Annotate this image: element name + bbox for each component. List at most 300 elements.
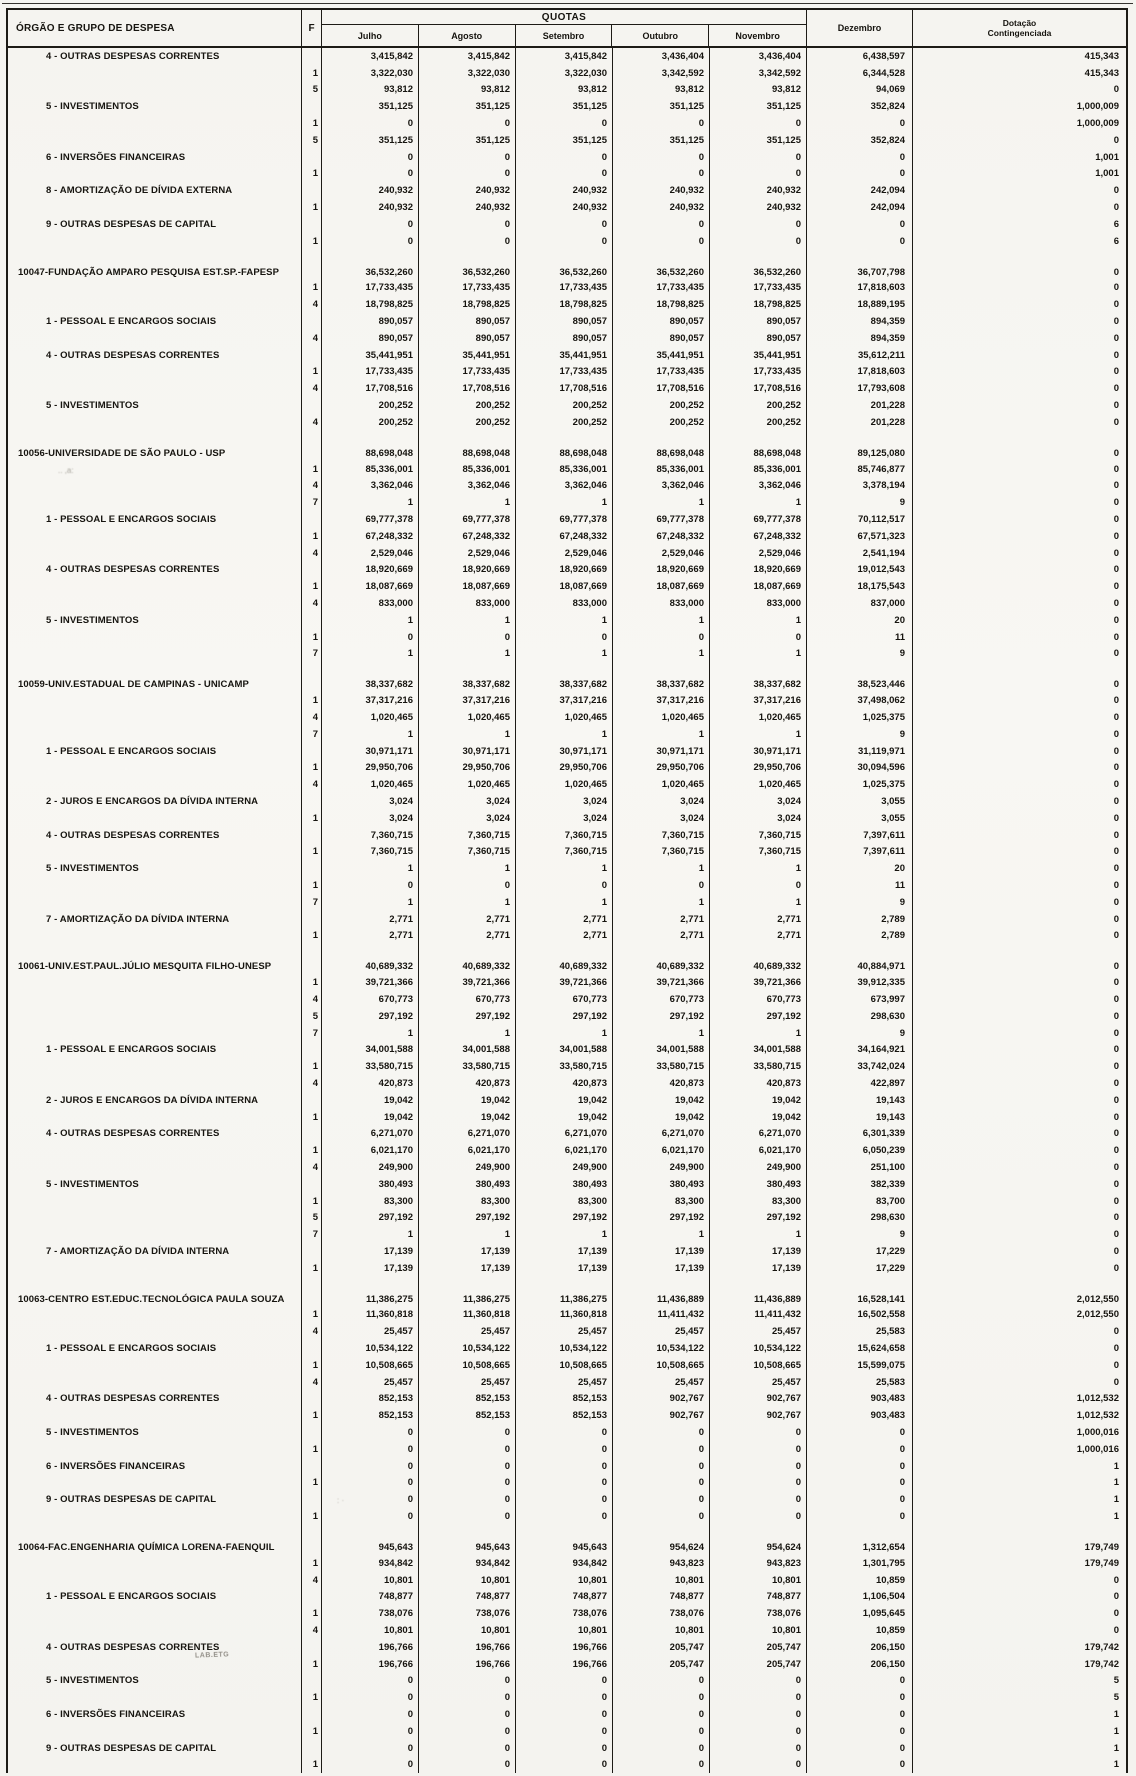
cell-dotacao: 0: [1113, 1111, 1119, 1123]
cell-outubro: 0: [613, 1723, 710, 1740]
cell-julho: 0: [322, 216, 419, 233]
cell-dezembro: 3,378,194: [807, 478, 913, 495]
cell-agosto: 297,192: [419, 1209, 516, 1226]
cell-outubro: 1: [613, 894, 710, 911]
cell-setembro: 3,024: [516, 810, 613, 827]
fonte-value: [302, 1424, 322, 1441]
cell-dotacao: 0: [1113, 1145, 1119, 1157]
fonte-value: 5: [302, 132, 322, 149]
cell-novembro: 38,337,682: [710, 662, 807, 692]
cell-setembro: 17,708,516: [516, 380, 613, 397]
fonte-value: 7: [302, 1226, 322, 1243]
cell-dezembro: 298,630: [807, 1209, 913, 1226]
table-row: [8, 1092, 1126, 1109]
cell-outubro: 0: [613, 1740, 710, 1757]
group-label: 5 - INVESTIMENTOS: [8, 1673, 302, 1690]
cell-setembro: 0: [516, 166, 613, 183]
cell-novembro: 0: [710, 1723, 807, 1740]
cell-dotacao: 1,000,016: [1076, 1427, 1119, 1439]
table-row: [8, 1622, 1126, 1639]
cell-dotacao: 5: [1113, 1675, 1119, 1687]
header-dotacao-line1: Dotação: [1002, 18, 1037, 28]
cell-dezembro: 17,229: [807, 1243, 913, 1260]
cell-outubro: 0: [613, 115, 710, 132]
cell-agosto: 1: [419, 646, 516, 663]
group-label: [8, 296, 302, 313]
cell-julho: 35,441,951: [322, 347, 419, 364]
cell-julho: 852,153: [322, 1391, 419, 1408]
fonte-value: 1: [302, 1689, 322, 1706]
cell-agosto: 11,386,275: [419, 1277, 516, 1307]
fonte-value: 1: [302, 1407, 322, 1424]
table-row: [8, 98, 1126, 115]
cell-dotacao: 0: [1113, 1010, 1119, 1022]
cell-agosto: 738,076: [419, 1605, 516, 1622]
cell-novembro: 943,823: [710, 1555, 807, 1572]
cell-outubro: 18,798,825: [613, 296, 710, 313]
cell-outubro: 0: [613, 877, 710, 894]
cell-outubro: 36,532,260: [613, 250, 710, 280]
cell-dotacao: 0: [1113, 332, 1119, 344]
cell-novembro: 33,580,715: [710, 1058, 807, 1075]
cell-julho: 890,057: [322, 330, 419, 347]
fonte-value: 1: [302, 1307, 322, 1324]
fonte-value: [302, 562, 322, 579]
cell-agosto: 17,139: [419, 1260, 516, 1277]
cell-dezembro: 0: [807, 1441, 913, 1458]
fonte-value: [302, 48, 322, 65]
cell-setembro: 240,932: [516, 199, 613, 216]
cell-julho: 351,125: [322, 132, 419, 149]
table-row: [8, 1323, 1126, 1340]
cell-novembro: 18,087,669: [710, 578, 807, 595]
cell-novembro: 0: [710, 1441, 807, 1458]
cell-julho: 890,057: [322, 313, 419, 330]
cell-dotacao: 2,012,550: [1076, 1293, 1119, 1305]
fonte-value: 4: [302, 296, 322, 313]
table-row: [8, 1340, 1126, 1357]
group-label: 8 - AMORTIZAÇÃO DE DÍVIDA EXTERNA: [8, 182, 302, 199]
cell-setembro: 18,798,825: [516, 296, 613, 313]
cell-setembro: 0: [516, 1723, 613, 1740]
group-label: 4 - OUTRAS DESPESAS CORRENTES: [8, 1391, 302, 1408]
table-row: [8, 182, 1126, 199]
cell-novembro: 0: [710, 1757, 807, 1774]
cell-dotacao: 1: [1113, 1759, 1119, 1771]
cell-novembro: 240,932: [710, 182, 807, 199]
cell-setembro: 852,153: [516, 1391, 613, 1408]
cell-dezembro: 0: [807, 216, 913, 233]
header-dezembro: Dezembro: [807, 10, 913, 46]
cell-setembro: 1,020,465: [516, 709, 613, 726]
table-row: [8, 1125, 1126, 1142]
cell-dezembro: 70,112,517: [807, 511, 913, 528]
cell-outubro: 88,698,048: [613, 431, 710, 461]
fonte-value: [302, 347, 322, 364]
cell-dotacao: 1: [1113, 1725, 1119, 1737]
cell-dezembro: 242,094: [807, 182, 913, 199]
group-label: [8, 65, 302, 82]
cell-dezembro: 94,069: [807, 82, 913, 99]
cell-dotacao: 0: [1113, 679, 1119, 691]
cell-agosto: 38,337,682: [419, 662, 516, 692]
table-row: [8, 364, 1126, 381]
cell-dotacao: 0: [1113, 282, 1119, 294]
cell-julho: 3,024: [322, 793, 419, 810]
table-row: [8, 380, 1126, 397]
cell-julho: 69,777,378: [322, 511, 419, 528]
fonte-value: 1: [302, 65, 322, 82]
group-label: 4 - OUTRAS DESPESAS CORRENTES: [8, 1125, 302, 1142]
cell-novembro: 10,534,122: [710, 1340, 807, 1357]
cell-agosto: 2,771: [419, 927, 516, 944]
cell-setembro: 17,733,435: [516, 280, 613, 297]
fonte-value: 4: [302, 1374, 322, 1391]
group-label: [8, 414, 302, 431]
cell-agosto: 0: [419, 1673, 516, 1690]
cell-setembro: 19,042: [516, 1092, 613, 1109]
cell-agosto: 852,153: [419, 1391, 516, 1408]
cell-agosto: 1: [419, 1226, 516, 1243]
cell-dezembro: 298,630: [807, 1008, 913, 1025]
table-row: [8, 709, 1126, 726]
org-total-row: [8, 1277, 1126, 1307]
cell-outubro: 40,689,332: [613, 944, 710, 974]
fonte-value: 1: [302, 280, 322, 297]
table-row: [8, 461, 1126, 478]
fonte-value: 1: [302, 1142, 322, 1159]
cell-novembro: 19,042: [710, 1109, 807, 1126]
group-label: [8, 927, 302, 944]
group-label: 5 - INVESTIMENTOS: [8, 860, 302, 877]
table-row: [8, 1374, 1126, 1391]
cell-novembro: 297,192: [710, 1209, 807, 1226]
cell-setembro: 37,317,216: [516, 692, 613, 709]
cell-dezembro: 37,498,062: [807, 692, 913, 709]
cell-novembro: 0: [710, 166, 807, 183]
cell-novembro: 1,020,465: [710, 776, 807, 793]
cell-agosto: 0: [419, 1508, 516, 1525]
cell-dotacao: 0: [1113, 400, 1119, 412]
cell-outubro: 0: [613, 1491, 710, 1508]
cell-outubro: 748,877: [613, 1589, 710, 1606]
cell-outubro: 0: [613, 216, 710, 233]
group-label: 4 - OUTRAS DESPESAS CORRENTES: [8, 562, 302, 579]
cell-dezembro: 7,397,611: [807, 827, 913, 844]
cell-novembro: 0: [710, 115, 807, 132]
group-label: [8, 877, 302, 894]
cell-novembro: 17,139: [710, 1260, 807, 1277]
cell-outubro: 1: [613, 612, 710, 629]
cell-dezembro: 206,150: [807, 1639, 913, 1656]
cell-novembro: 17,139: [710, 1243, 807, 1260]
cell-novembro: 1: [710, 1226, 807, 1243]
cell-dezembro: 17,229: [807, 1260, 913, 1277]
org-label: 10063-CENTRO EST.EDUC.TECNOLÓGICA PAULA SOUZA: [8, 1277, 302, 1307]
cell-outubro: 17,733,435: [613, 280, 710, 297]
cell-julho: 0: [322, 1424, 419, 1441]
cell-outubro: 29,950,706: [613, 759, 710, 776]
cell-julho: 1: [322, 894, 419, 911]
cell-agosto: 196,766: [419, 1639, 516, 1656]
cell-dotacao: 5: [1113, 1692, 1119, 1704]
cell-agosto: 33,580,715: [419, 1058, 516, 1075]
cell-julho: 1: [322, 646, 419, 663]
cell-dezembro: 39,912,335: [807, 974, 913, 991]
cell-outubro: 738,076: [613, 1605, 710, 1622]
cell-julho: 3,362,046: [322, 478, 419, 495]
cell-novembro: 902,767: [710, 1391, 807, 1408]
fonte-value: 7: [302, 1025, 322, 1042]
cell-dotacao: 0: [1113, 383, 1119, 395]
cell-dezembro: 10,859: [807, 1622, 913, 1639]
cell-julho: 0: [322, 1508, 419, 1525]
table-row: [8, 911, 1126, 928]
cell-outubro: 2,771: [613, 911, 710, 928]
cell-dotacao: 0: [1113, 930, 1119, 942]
cell-julho: 10,534,122: [322, 1340, 419, 1357]
cell-agosto: 3,362,046: [419, 478, 516, 495]
cell-dotacao: 0: [1113, 564, 1119, 576]
cell-julho: 1: [322, 612, 419, 629]
cell-dezembro: 40,884,971: [807, 944, 913, 974]
group-label: 9 - OUTRAS DESPESAS DE CAPITAL: [8, 216, 302, 233]
cell-setembro: 0: [516, 1508, 613, 1525]
fonte-value: [302, 313, 322, 330]
table-row: [8, 528, 1126, 545]
cell-outubro: 240,932: [613, 182, 710, 199]
table-row: [8, 1673, 1126, 1690]
table-row: [8, 330, 1126, 347]
cell-agosto: 11,360,818: [419, 1307, 516, 1324]
cell-setembro: 890,057: [516, 330, 613, 347]
group-label: [8, 1555, 302, 1572]
cell-julho: 852,153: [322, 1407, 419, 1424]
cell-novembro: 0: [710, 1706, 807, 1723]
cell-julho: 34,001,588: [322, 1041, 419, 1058]
cell-dezembro: 673,997: [807, 991, 913, 1008]
cell-julho: 670,773: [322, 991, 419, 1008]
cell-outubro: 0: [613, 1458, 710, 1475]
cell-outubro: 351,125: [613, 98, 710, 115]
fonte-value: 1: [302, 199, 322, 216]
cell-dotacao: 0: [1113, 1359, 1119, 1371]
cell-dezembro: 201,228: [807, 414, 913, 431]
cell-outubro: 902,767: [613, 1407, 710, 1424]
fonte-value: 4: [302, 1075, 322, 1092]
cell-julho: 25,457: [322, 1323, 419, 1340]
cell-agosto: 17,733,435: [419, 364, 516, 381]
cell-outubro: 18,087,669: [613, 578, 710, 595]
header-month-novembro: Novembro: [735, 30, 780, 41]
table-row: [8, 1407, 1126, 1424]
cell-dotacao: 0: [1113, 1262, 1119, 1274]
table-row: [8, 280, 1126, 297]
cell-novembro: 17,708,516: [710, 380, 807, 397]
cell-setembro: 25,457: [516, 1374, 613, 1391]
cell-dotacao: 0: [1113, 1343, 1119, 1355]
header-quotas-group: [322, 10, 807, 46]
quotas-table: [6, 8, 1128, 1773]
table-row: [8, 726, 1126, 743]
group-label: 9 - OUTRAS DESPESAS DE CAPITAL: [8, 1491, 302, 1508]
fonte-value: 1: [302, 692, 322, 709]
table-row: [8, 1307, 1126, 1324]
cell-julho: 19,042: [322, 1092, 419, 1109]
cell-dotacao: 0: [1113, 745, 1119, 757]
cell-setembro: 748,877: [516, 1589, 613, 1606]
cell-julho: 748,877: [322, 1589, 419, 1606]
cell-outubro: 380,493: [613, 1176, 710, 1193]
cell-dezembro: 422,897: [807, 1075, 913, 1092]
cell-outubro: 205,747: [613, 1639, 710, 1656]
cell-setembro: 2,771: [516, 911, 613, 928]
cell-setembro: 0: [516, 1441, 613, 1458]
group-label: [8, 478, 302, 495]
cell-dezembro: 903,483: [807, 1391, 913, 1408]
cell-setembro: 297,192: [516, 1209, 613, 1226]
fonte-value: 4: [302, 1622, 322, 1639]
org-total-row: [8, 250, 1126, 280]
cell-dotacao: 2,012,550: [1076, 1309, 1119, 1321]
cell-outubro: 19,042: [613, 1109, 710, 1126]
cell-agosto: 852,153: [419, 1407, 516, 1424]
cell-setembro: 852,153: [516, 1407, 613, 1424]
cell-setembro: 1: [516, 494, 613, 511]
cell-dezembro: 18,175,543: [807, 578, 913, 595]
cell-outubro: 17,139: [613, 1243, 710, 1260]
cell-dotacao: 1,001: [1095, 151, 1119, 163]
cell-julho: 196,766: [322, 1656, 419, 1673]
cell-setembro: 3,415,842: [516, 48, 613, 65]
fonte-value: [302, 1092, 322, 1109]
cell-setembro: 833,000: [516, 595, 613, 612]
group-label: [8, 545, 302, 562]
table-row: [8, 843, 1126, 860]
table-row: [8, 1075, 1126, 1092]
cell-dezembro: 38,523,446: [807, 662, 913, 692]
table-row: [8, 578, 1126, 595]
cell-dezembro: 11: [807, 877, 913, 894]
cell-outubro: 19,042: [613, 1092, 710, 1109]
cell-julho: 38,337,682: [322, 662, 419, 692]
cell-dotacao: 0: [1113, 1195, 1119, 1207]
cell-dotacao: 0: [1113, 1027, 1119, 1039]
cell-dotacao: 0: [1113, 581, 1119, 593]
fonte-value: [302, 743, 322, 760]
cell-novembro: 0: [710, 1689, 807, 1706]
group-label: [8, 692, 302, 709]
cell-dezembro: 352,824: [807, 132, 913, 149]
cell-agosto: 19,042: [419, 1092, 516, 1109]
cell-setembro: 11,360,818: [516, 1307, 613, 1324]
cell-dezembro: 30,094,596: [807, 759, 913, 776]
cell-setembro: 0: [516, 216, 613, 233]
cell-julho: 3,322,030: [322, 65, 419, 82]
cell-dotacao: 0: [1113, 316, 1119, 328]
table-row: [8, 1555, 1126, 1572]
cell-novembro: 1,020,465: [710, 709, 807, 726]
group-label: [8, 1159, 302, 1176]
cell-setembro: 738,076: [516, 1605, 613, 1622]
fonte-value: 1: [302, 843, 322, 860]
table-row: [8, 894, 1126, 911]
cell-novembro: 3,362,046: [710, 478, 807, 495]
group-label: [8, 646, 302, 663]
cell-setembro: 30,971,171: [516, 743, 613, 760]
cell-dotacao: 0: [1113, 480, 1119, 492]
fonte-value: 5: [302, 82, 322, 99]
table-row: [8, 1441, 1126, 1458]
fonte-value: 1: [302, 1723, 322, 1740]
cell-dotacao: 0: [1113, 762, 1119, 774]
fonte-value: [302, 182, 322, 199]
cell-outubro: 6,021,170: [613, 1142, 710, 1159]
cell-agosto: 351,125: [419, 132, 516, 149]
cell-dezembro: 1,312,654: [807, 1525, 913, 1555]
cell-outubro: 0: [613, 166, 710, 183]
cell-novembro: 738,076: [710, 1605, 807, 1622]
fonte-value: 1: [302, 461, 322, 478]
cell-agosto: 88,698,048: [419, 431, 516, 461]
fonte-value: 1: [302, 166, 322, 183]
fonte-value: 1: [302, 974, 322, 991]
table-row: [8, 1458, 1126, 1475]
table-row: [8, 1041, 1126, 1058]
cell-agosto: 0: [419, 115, 516, 132]
cell-agosto: 945,643: [419, 1525, 516, 1555]
cell-outubro: 1: [613, 726, 710, 743]
cell-dotacao: 0: [1113, 1376, 1119, 1388]
cell-novembro: 10,508,665: [710, 1357, 807, 1374]
cell-agosto: 37,317,216: [419, 692, 516, 709]
group-label: [8, 233, 302, 250]
fonte-value: 1: [302, 877, 322, 894]
table-row: [8, 1508, 1126, 1525]
cell-dezembro: 0: [807, 166, 913, 183]
cell-outubro: 1,020,465: [613, 776, 710, 793]
table-row: [8, 1491, 1126, 1508]
table-row: [8, 793, 1126, 810]
cell-novembro: 205,747: [710, 1639, 807, 1656]
cell-julho: 0: [322, 233, 419, 250]
fonte-value: 1: [302, 629, 322, 646]
group-label: 5 - INVESTIMENTOS: [8, 1176, 302, 1193]
fonte-value: 7: [302, 726, 322, 743]
group-label: [8, 364, 302, 381]
cell-outubro: 297,192: [613, 1209, 710, 1226]
table-header: [8, 10, 1126, 48]
table-row: [8, 646, 1126, 663]
fonte-value: 1: [302, 927, 322, 944]
fonte-value: [302, 911, 322, 928]
cell-setembro: 0: [516, 629, 613, 646]
cell-novembro: 39,721,366: [710, 974, 807, 991]
cell-agosto: 67,248,332: [419, 528, 516, 545]
cell-agosto: 420,873: [419, 1075, 516, 1092]
group-label: [8, 1757, 302, 1774]
cell-dezembro: 16,528,141: [807, 1277, 913, 1307]
group-label: [8, 1689, 302, 1706]
group-label: [8, 494, 302, 511]
fonte-value: [302, 612, 322, 629]
table-row: [8, 166, 1126, 183]
cell-setembro: 0: [516, 149, 613, 166]
cell-julho: 0: [322, 1458, 419, 1475]
cell-setembro: 10,801: [516, 1572, 613, 1589]
cell-agosto: 3,322,030: [419, 65, 516, 82]
cell-setembro: 93,812: [516, 82, 613, 99]
